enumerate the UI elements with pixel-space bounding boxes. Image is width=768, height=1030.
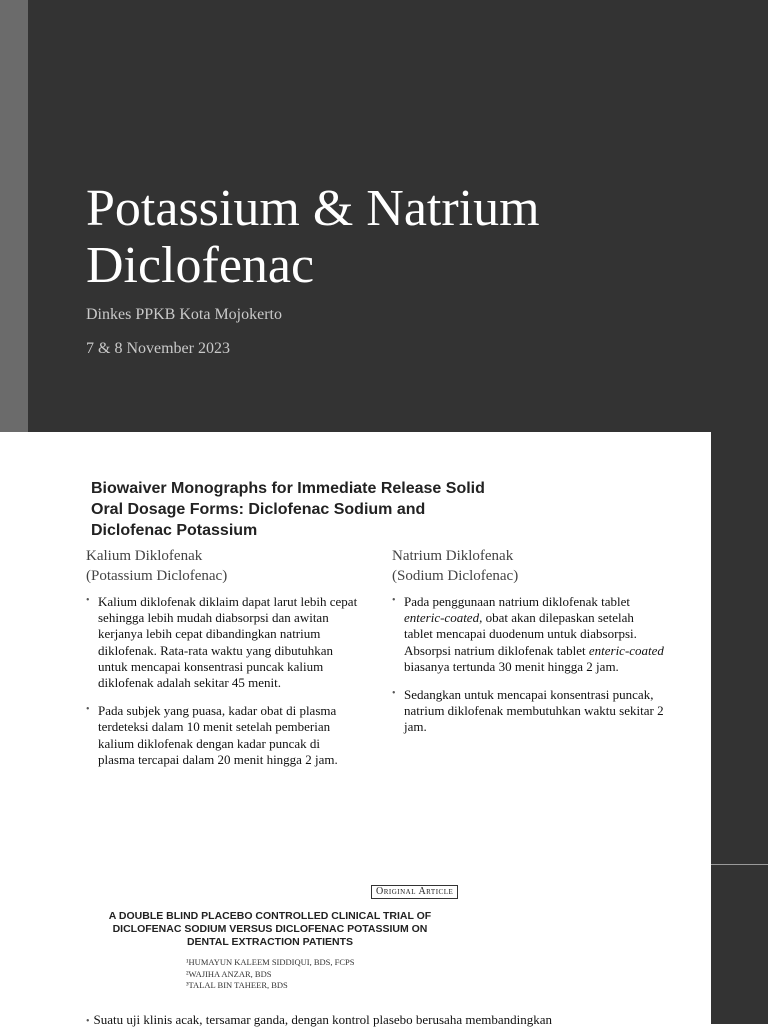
paper-title [91,478,531,541]
trial-title-line-3: DENTAL EXTRACTION PATIENTS [186,936,354,948]
right-column-heading [392,546,518,586]
trial-title [100,910,440,949]
author-list [186,957,354,992]
list-item [86,594,358,691]
bullet-text-part: Pada penggunaan natrium diklofenak tablet [404,594,630,609]
slide-edge-strip-lower [711,865,768,1024]
bullet-text-part: biasanya tertunda 30 menit hingga 2 jam. [404,658,619,674]
left-heading-line-2: (Potassium Diclofenac) [86,568,228,584]
slide-title [86,180,726,294]
list-item [392,594,664,675]
title-line-2: Diclofenac [86,237,315,294]
paper-title-line-3: Diclofenac Potassium [91,522,258,539]
left-column-heading [86,546,227,586]
bullet-text: Kalium diklofenak diklaim dapat larut lebih cepat sehingga lebih mudah diabsorpsi dan awitan kerjanya lebih cepat dibandingkan natrium diklofenak. Rata-rata waktu yang dibutuhkan untuk mencapai konsentrasi puncak kalium diklofenak adalah sekitar 45 menit. [98,594,358,691]
left-bullet-list [86,594,358,780]
right-heading-line-2: (Sodium Diclofenac) [392,568,519,584]
list-item [86,703,358,768]
bullet-text-part: , obat akan dilepaskan setelah tablet mencapai duodenum untuk diabsorpsi. Absorpsi natrium diklofenak tablet [404,610,637,658]
trial-title-line-1: A DOUBLE BLIND PLACEBO CONTROLLED CLINICAL TRIAL OF [108,910,432,922]
right-heading-line-1: Natrium Diklofenak [392,548,514,564]
bullet-text: Sedangkan untuk mencapai konsentrasi puncak, natrium diklofenak membutuhkan waktu sekitar 2 jam. [404,687,664,735]
bullet-icon: • [392,688,396,700]
italic-term: enteric-coated [404,610,480,626]
subtitle-organization: Dinkes PPKB Kota Mojokerto [86,306,282,323]
author: ¹HUMAYUN KALEEM SIDDIQUI, BDS, FCPS [186,957,355,967]
bullet-text: Pada subjek yang puasa, kadar obat di plasma terdeteksi dalam 10 menit setelah pemberian kalium diklofenak dengan kadar puncak di plasma tercapai dalam 20 menit hingga 2 jam. [98,703,338,767]
trial-title-line-2: DICLOFENAC SODIUM VERSUS DICLOFENAC POTASSIUM ON [112,923,428,935]
accent-bar [0,0,28,432]
list-item [392,687,664,736]
author: ³TALAL BIN TAHEER, BDS [186,980,288,990]
paper-title-line-2: Oral Dosage Forms: Diclofenac Sodium and [91,501,426,518]
bottom-bullet [86,1012,646,1030]
bullet-icon: • [86,1016,90,1027]
author: ²WAJIHA ANZAR, BDS [186,968,272,979]
title-line-1: Potassium & Natrium [86,180,540,237]
left-heading-line-1: Kalium Diklofenak [86,548,203,564]
title-slide [0,0,768,432]
right-bullet-list [392,594,664,748]
bullet-icon: • [86,704,90,716]
bullet-icon: • [392,595,396,606]
bullet-icon: • [86,595,90,606]
italic-term: enteric-coated [588,642,664,658]
subtitle-date: 7 & 8 November 2023 [86,340,230,357]
bullet-text [404,594,664,674]
bottom-bullet-text: Suatu uji klinis acak, tersamar ganda, dengan kontrol plasebo berusaha membandingkan [93,1012,552,1027]
paper-title-line-1: Biowaiver Monographs for Immediate Release Solid [91,480,485,497]
original-article-label: Original Article [371,885,458,899]
slide-edge-strip [711,432,768,864]
